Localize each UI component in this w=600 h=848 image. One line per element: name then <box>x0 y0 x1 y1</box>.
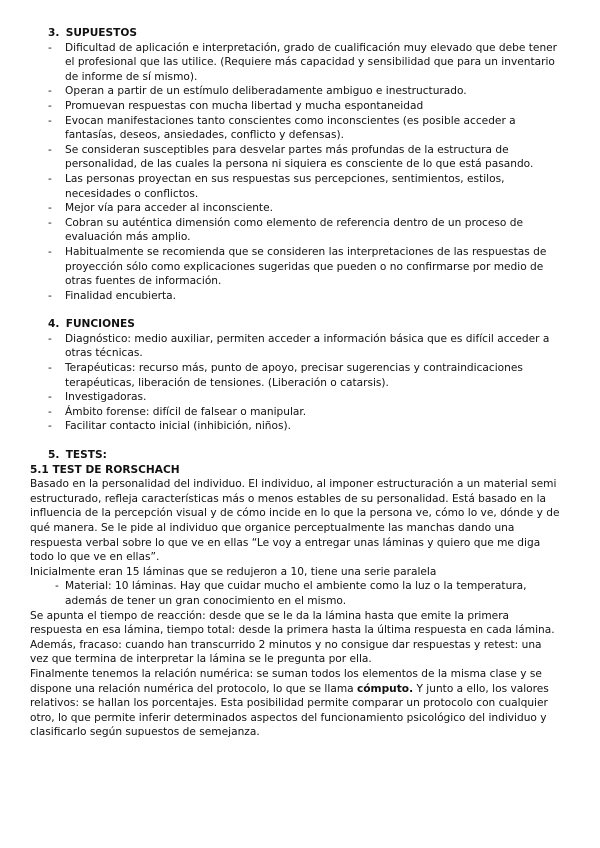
section-heading-tests <box>48 448 562 463</box>
paragraph-tiempo: Se apunta el tiempo de reacción: desde que se le da la lámina hasta que emite la primera respuesta en esa lámina, tiempo total: desde la primera hasta la última respuesta en cada lámina. Además, fracaso: cuando han transcurrido 2 minutos y no consigue dar respuestas y retest: una vez que termina de interpretar la lámina se le pregunta por ella. <box>30 609 555 666</box>
section-number: 5. <box>48 449 60 462</box>
section-number: 4. <box>48 318 60 331</box>
paragraph-computo <box>30 667 562 740</box>
section-heading-funciones <box>48 317 562 332</box>
section-title: TESTS: <box>65 449 107 462</box>
list-item: - Dificultad de aplicación e interpretación, grado de cualificación muy elevado que debe tener el profesional que las utilice. (Requiere más capacidad y sensibilidad que para un inventario de informe de sí mismo). <box>30 41 562 85</box>
list-item: - Evocan manifestaciones tanto conscientes como inconscientes (es posible acceder a fantasías, deseos, ansiedades, conflicto y defensas). <box>30 114 562 143</box>
section-title: FUNCIONES <box>65 318 135 331</box>
paragraph-laminas: Inicialmente eran 15 láminas que se redujeron a 10, tiene una serie paralela <box>30 565 437 578</box>
list-item: - Promuevan respuestas con mucha libertad y mucha espontaneidad <box>30 99 562 114</box>
spacer <box>30 303 562 317</box>
list-item: - Facilitar contacto inicial (inhibición, niños). <box>30 419 562 434</box>
list-item: - Las personas proyectan en sus respuestas sus percepciones, sentimientos, estilos, necesidades o conflictos. <box>30 172 562 201</box>
list-item: - Operan a partir de un estímulo deliberadamente ambiguo e inestructurado. <box>30 84 562 99</box>
list-item: - Terapéuticas: recurso más, punto de apoyo, precisar sugerencias y contraindicaciones terapéuticas, liberación de tensiones. (Liberación o catarsis). <box>30 361 562 390</box>
list-item: - Investigadoras. <box>30 390 562 405</box>
supuestos-list <box>30 41 562 304</box>
section-title: SUPUESTOS <box>65 27 138 39</box>
list-item: - Cobran su auténtica dimensión como elemento de referencia dentro de un proceso de evaluación más amplio. <box>30 216 562 245</box>
paragraph-intro: Basado en la personalidad del individuo. El individuo, al imponer estructuración a un material semi estructurado, refleja características más o menos estables de su personalidad. Está basado en la influencia de la percepción visual y de cómo incide en lo que la persona ve, cómo lo ve, dónde y de qué manera. Se le pide al individuo que organice perceptualmente las manchas dando una respuesta verbal sobre lo que ve en ellas “Le voy a entregar unas láminas y quiero que me diga todo lo que ve en ellas”. <box>30 478 560 564</box>
list-item: - Ámbito forense: difícil de falsear o manipular. <box>30 405 562 420</box>
section-number: 3. <box>48 27 60 39</box>
list-item: - Se consideran susceptibles para desvelar partes más profundas de la estructura de personalidad, de las cuales la persona ni siquiera es consciente de lo que está pasando. <box>30 143 562 172</box>
list-item: - Mejor vía para acceder al inconsciente. <box>30 201 562 216</box>
section-heading-supuestos <box>48 26 562 41</box>
list-item: - Habitualmente se recomienda que se consideren las interpretaciones de las respuestas de proyección sólo como explicaciones sugeridas que pueden o no confirmarse por medio de otras fuentes de información. <box>30 245 562 289</box>
spacer <box>30 434 562 448</box>
subsection-heading-rorschach: 5.1 TEST DE RORSCHACH <box>30 463 180 476</box>
list-item: - Diagnóstico: medio auxiliar, permiten acceder a información básica que es difícil acceder a otras técnicas. <box>30 332 562 361</box>
bold-term-computo: cómputo. <box>357 682 414 695</box>
text-run: Finalmente tenemos la relación numérica: se suman todos los elementos de la misma clase y se dispone una relación numérica del protocolo, lo que se llama <box>30 667 542 695</box>
material-list <box>30 579 562 608</box>
list-item-material: - Material: 10 láminas. Hay que cuidar mucho el ambiente como la luz o la temperatura, además de tener un gran conocimiento en el mismo. <box>30 579 562 608</box>
funciones-list <box>30 332 562 434</box>
list-item: - Finalidad encubierta. <box>30 289 562 304</box>
text-run: Y junto a ello, los valores relativos: se hallan los porcentajes. Esta posibilidad permite comparar un protocolo con cualquier otro, lo que permite inferir determinados aspectos del funcionamiento psicológico del individuo y clasificarlo según supuestos de semejanza. <box>30 682 549 739</box>
